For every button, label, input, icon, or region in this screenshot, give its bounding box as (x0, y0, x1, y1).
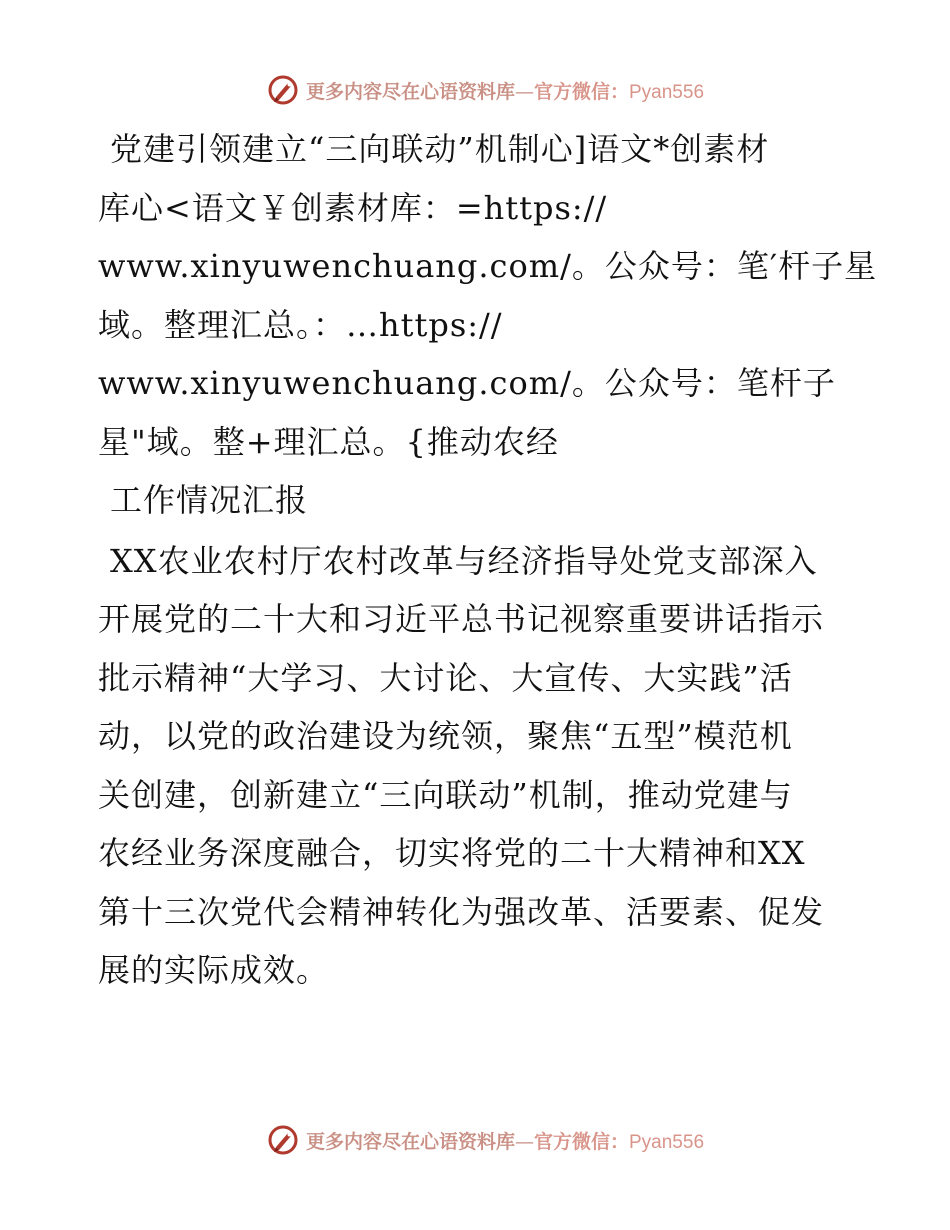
footer-banner-dash: — (514, 1130, 534, 1153)
footer-banner-inner (266, 1123, 704, 1157)
footer-banner-text (306, 1127, 704, 1154)
document-body (98, 120, 878, 1000)
footer-banner-wechat-id: Pyan556 (629, 1131, 705, 1153)
paragraph-line: 农经业务深度融合，切实将党的二十大精神和XX (98, 834, 806, 872)
header-banner-text (306, 77, 704, 104)
paragraph-line: 第十三次党代会精神转化为强改革、活要素、促发 (98, 892, 825, 931)
paragraph-line: 展的实际成效。 (98, 951, 330, 989)
footer-banner (0, 1120, 950, 1160)
header-banner-inner (266, 73, 704, 107)
paragraph-line: XX农业农村厅农村改革与经济指导处党支部深入 (110, 541, 818, 580)
title-line: 星"域。整+理汇总。{推动农经 (98, 422, 559, 461)
paragraph-line: 开展党的二十大和习近平总书记视察重要讲话指示 (98, 600, 825, 638)
title-line: 库心<语文￥创素材库：=https:// (98, 188, 608, 227)
document-subtitle: 工作情况汇报 (110, 481, 309, 519)
title-line: 党建引领建立“三向联动”机制心]语文*创素材 (110, 130, 770, 168)
paragraph-line: 批示精神“大学习、大讨论、大宣传、大实践”活 (98, 658, 793, 697)
document-title (98, 120, 878, 471)
title-line: 域。整理汇总。：…https:// (98, 305, 503, 344)
paragraph-line: 关创建，创新建立“三向联动”机制，推动党建与 (98, 775, 793, 814)
logo-pen-icon (266, 1123, 300, 1157)
document-paragraph (98, 532, 858, 1000)
logo-pen-icon (266, 73, 300, 107)
title-line: www.xinyuwenchuang.com/。公众号：笔杆子 (98, 364, 836, 402)
title-line: www.xinyuwenchuang.com/。公众号：笔′杆子星 (98, 247, 878, 285)
footer-banner-main: 更多内容尽在心语资料库 (305, 1130, 515, 1153)
paragraph-line: 动，以党的政治建设为统领，聚焦“五型”模范机 (98, 717, 793, 755)
header-banner (0, 70, 950, 110)
header-banner-wechat-id: Pyan556 (629, 81, 705, 103)
header-banner-dash: — (514, 80, 534, 103)
header-banner-main: 更多内容尽在心语资料库 (305, 80, 515, 103)
header-banner-wechat-label: 官方微信： (533, 80, 629, 103)
footer-banner-wechat-label: 官方微信： (533, 1130, 629, 1153)
